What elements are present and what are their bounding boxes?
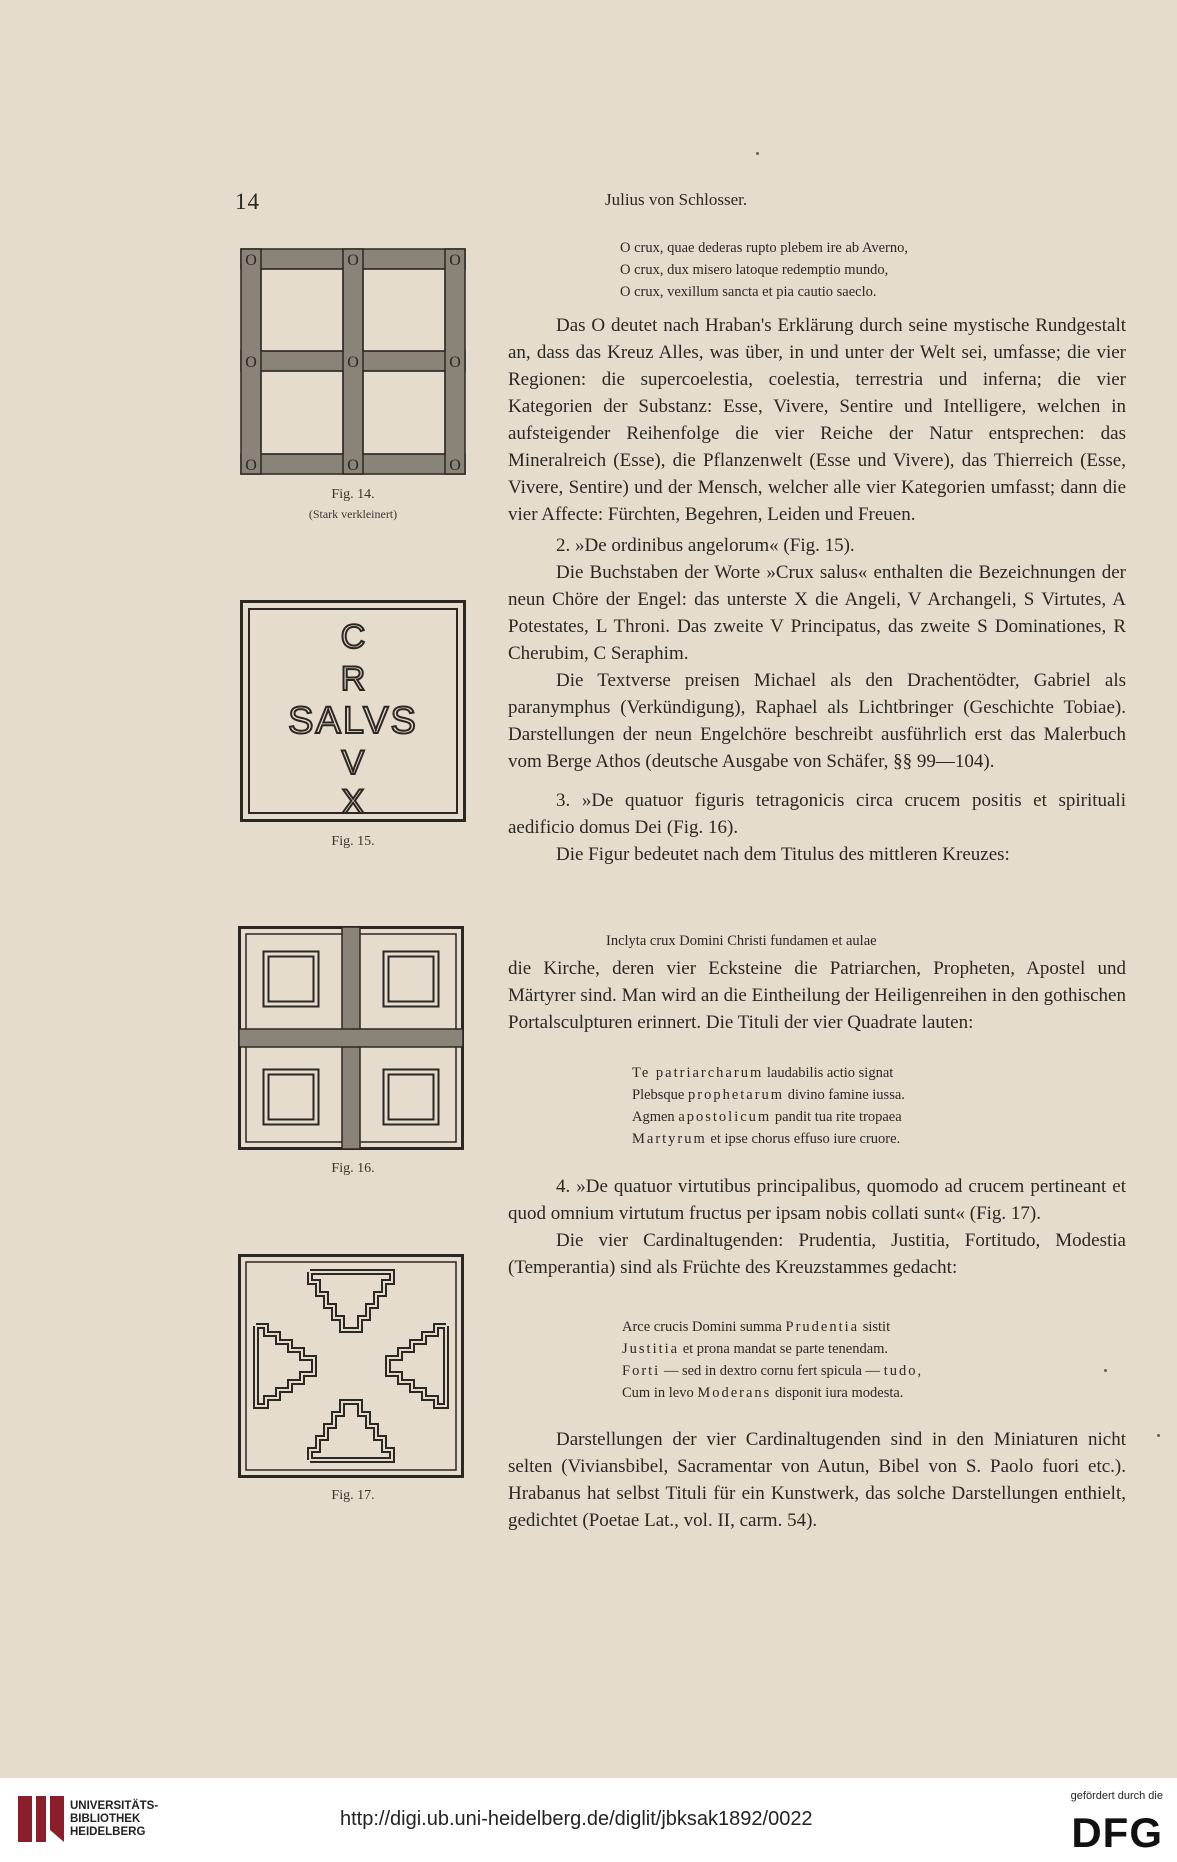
- fig14-letter: O: [347, 457, 359, 474]
- body-text-4: [508, 1426, 1126, 1534]
- verse-line: Justitia et prona mandat se parte tenendam.: [622, 1341, 889, 1357]
- paragraph: die Kirche, deren vier Ecksteine die Patriarchen, Propheten, Apostel und Märtyrer sind. Man wird an die Eintheilung der Heiligenreihen in den gothischen Portalsculpturen erinnert. Die Tituli der vier Quadrate lauten:: [508, 958, 1126, 1033]
- fig14-letter: O: [347, 354, 359, 371]
- verse-block-1: [620, 237, 1120, 303]
- fig15-letter-r: R: [340, 660, 366, 698]
- body-text-3: [508, 1173, 1126, 1281]
- verse-line: Plebsque prophetarum divino famine iussa.: [632, 1087, 905, 1103]
- paragraph: Das O deutet nach Hraban's Erklärung durch seine mystische Rundgestalt an, dass das Kreuz Alles, was über, in und unter der Welt sei, umfasse; die vier Regionen: die supercoelestia, coelestia, terrestria und inferna; die vier Kategorien der Substanz: Esse, Vivere, Sentire und Intelligere, welchen in aufsteigender Reihenfolge die vier Reiche der Natur entsprechen: das Mineralreich (Esse), die Pflanzenwelt (Esse und Vivere), das Thierreich (Esse, Vivere, Sentire) und der Mensch, welcher alle vier Kategorien umfasst; dann die vier Affecte: Fürchten, Begehren, Leiden und Freuen.: [508, 315, 1126, 525]
- verse-line: Cum in levo Moderans disponit iura modesta.: [622, 1385, 904, 1401]
- section-heading: 4. »De quatuor virtutibus principalibus, quomodo ad crucem pertineant et quod omnium virtutum fructus per ipsam nobis collati sunt« (Fig. 17).: [508, 1176, 1126, 1224]
- body-text-2: [508, 955, 1126, 1036]
- fig14-letter: O: [347, 252, 359, 269]
- fig15-caption: Fig. 15.: [331, 834, 375, 849]
- figure-14: [240, 248, 466, 476]
- fig14-letter: O: [245, 252, 257, 269]
- print-mark: [756, 152, 759, 155]
- fig14-letter: O: [449, 457, 461, 474]
- fig17-caption: Fig. 17.: [331, 1488, 375, 1503]
- section-heading: 2. »De ordinibus angelorum« (Fig. 15).: [556, 535, 855, 556]
- verse-line: Forti — sed in dextro cornu fert spicula — tudo,: [622, 1363, 924, 1379]
- page-number: 14: [235, 189, 260, 214]
- fig14-letter: O: [449, 252, 461, 269]
- dfg-logo-icon: DFG: [1071, 1809, 1163, 1856]
- funding-label: gefördert durch die: [1070, 1790, 1163, 1802]
- verse-line: Agmen apostolicum pandit tua rite tropaea: [632, 1109, 902, 1125]
- fig14-letter: O: [449, 354, 461, 371]
- fig14-subcaption: (Stark verkleinert): [308, 507, 398, 521]
- section-heading: 3. »De quatuor figuris tetragonicis circa crucem positis et spirituali aedificio domus Dei (Fig. 16).: [508, 790, 1126, 838]
- paragraph: Die Textverse preisen Michael als den Drachentödter, Gabriel als paranymphus (Verkündigung), Raphael als Lichtbringer (Geschichte Tobiae). Darstellungen der neun Engelchöre beschreibt ausführlich erst das Malerbuch vom Berge Athos (deutsche Ausgabe von Schäfer, §§ 99—104).: [508, 670, 1126, 772]
- verse-block-3: [632, 1062, 1112, 1150]
- verse-block-4: [622, 1316, 1112, 1404]
- fig16-caption: Fig. 16.: [331, 1161, 375, 1176]
- fig15-letter-x: X: [341, 783, 365, 821]
- print-mark: [1104, 1369, 1107, 1372]
- paragraph: Die Figur bedeutet nach dem Titulus des mittleren Kreuzes:: [556, 844, 1010, 865]
- verse-block-2: [606, 930, 1126, 952]
- fig15-letter-v: V: [341, 744, 365, 782]
- fig14-letter: O: [245, 457, 257, 474]
- verse-line: Martyrum et ipse chorus effuso iure cruore.: [632, 1131, 901, 1147]
- figure-16: [238, 926, 464, 1150]
- figure-15: [240, 600, 466, 822]
- paragraph: Die vier Cardinaltugenden: Prudentia, Justitia, Fortitudo, Modestia (Temperantia) sind als Früchte des Kreuzstammes gedacht:: [508, 1230, 1126, 1278]
- figure-17: [238, 1254, 464, 1478]
- paragraph: Die Buchstaben der Worte »Crux salus« enthalten die Bezeichnungen der neun Chöre der Engel: das unterste X die Angeli, V Archangeli, S Virtutes, A Potestates, L Throni. Das zweite V Principatus, das zweite S Dominationes, R Cherubim, C Seraphim.: [508, 562, 1126, 664]
- verse-line: Arce crucis Domini summa Prudentia sistit: [622, 1319, 891, 1335]
- verse-line: O crux, vexillum sancta et pia cautio saeclo.: [620, 284, 877, 300]
- verse-line: O crux, dux misero latoque redemptio mundo,: [620, 262, 889, 278]
- fig15-letter-c: C: [340, 618, 366, 656]
- source-url-link[interactable]: http://digi.ub.uni-heidelberg.de/diglit/jbksak1892/0022: [340, 1808, 813, 1830]
- verse-line: Inclyta crux Domini Christi fundamen et aulae: [606, 933, 877, 949]
- fig15-word-salvs: SALVS: [288, 700, 418, 742]
- verse-line: Te patriarcharum laudabilis actio signat: [632, 1065, 894, 1081]
- body-text-1: [508, 312, 1126, 868]
- verse-line: O crux, quae dederas rupto plebem ire ab Averno,: [620, 240, 909, 256]
- university-library-logo-icon: [14, 1790, 68, 1848]
- footer-bar: [0, 1778, 1177, 1862]
- fig14-letter: O: [245, 354, 257, 371]
- fig14-caption: Fig. 14.: [331, 487, 375, 502]
- print-mark: [1157, 1434, 1160, 1437]
- library-name: UNIVERSITÄTS- BIBLIOTHEK HEIDELBERG: [70, 1800, 159, 1838]
- running-title: Julius von Schlosser.: [605, 190, 748, 209]
- paragraph: Darstellungen der vier Cardinaltugenden sind in den Miniaturen nicht selten (Viviansbibel, Sacramentar von Autun, Bibel von S. Paolo fuori etc.). Hrabanus hat selbst Tituli für ein Kunstwerk, das solche Darstellungen enthielt, gedichtet (Poetae Lat., vol. II, carm. 54).: [508, 1429, 1126, 1531]
